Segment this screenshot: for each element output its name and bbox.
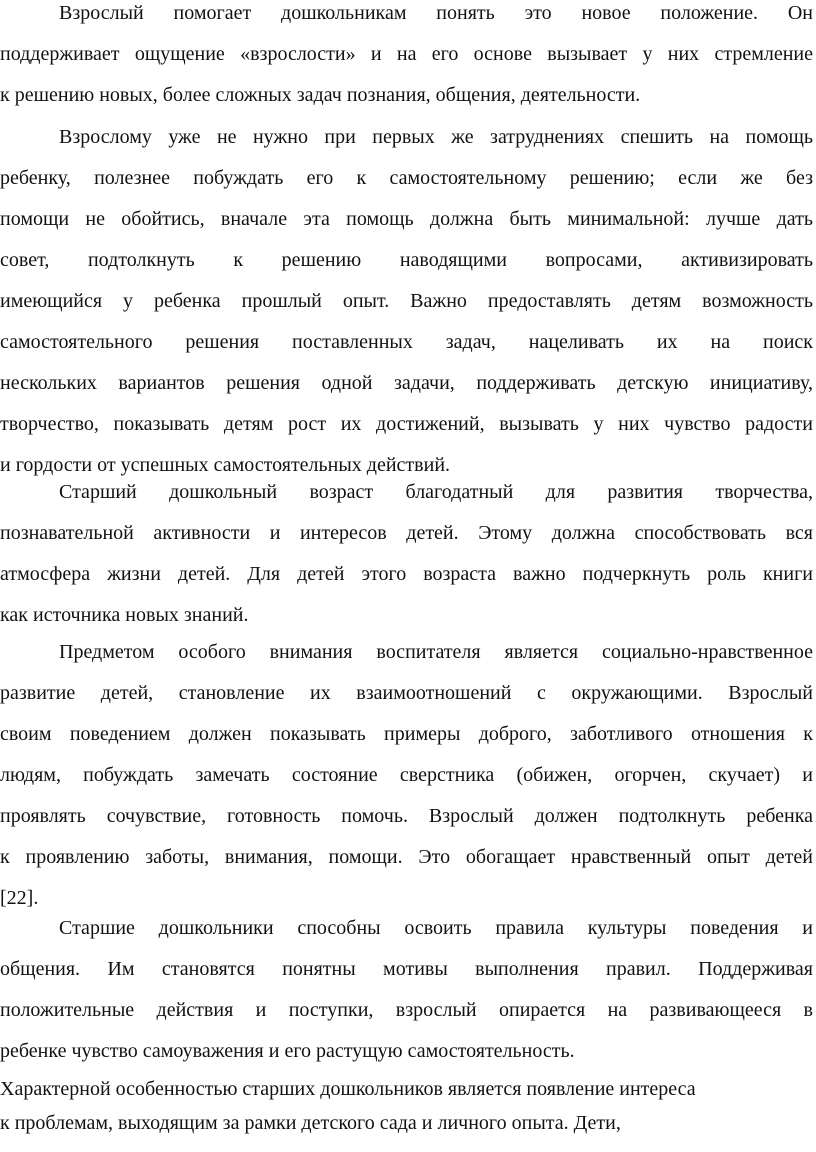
text-line: общения. Им становятся понятны мотивы выполнения правил. Поддерживая [0, 958, 813, 980]
text-line: положительные действия и поступки, взрослый опирается на развивающееся в [0, 999, 813, 1021]
paragraph-3 [0, 472, 813, 636]
paragraph-2 [0, 117, 813, 486]
text-line: людям, побуждать замечать состояние сверстника (обижен, огорчен, скучает) и [0, 764, 813, 786]
paragraph-5 [0, 908, 813, 1072]
text-line: поддерживает ощущение «взрослости» и на его основе вызывает у них стремление [0, 43, 813, 65]
paragraph-6 [0, 1072, 813, 1140]
text-line: к проблемам, выходящим за рамки детского сада и личного опыта. Дети, [0, 1112, 621, 1134]
text-line: Старший дошкольный возраст благодатный для развития творчества, [59, 481, 813, 503]
paragraph-1 [0, 0, 813, 116]
paragraph-4 [0, 632, 813, 919]
text-line: Взрослый помогает дошкольникам понять это новое положение. Он [59, 2, 813, 24]
text-line: к решению новых, более сложных задач познания, общения, деятельности. [0, 84, 641, 106]
text-line: к проявлению заботы, внимания, помощи. Это обогащает нравственный опыт детей [0, 846, 813, 868]
text-line: [22]. [0, 887, 39, 909]
text-line: имеющийся у ребенка прошлый опыт. Важно предоставлять детям возможность [0, 290, 813, 312]
text-line: нескольких вариантов решения одной задачи, поддерживать детскую инициативу, [0, 372, 813, 394]
text-line: ребенке чувство самоуважения и его растущую самостоятельность. [0, 1040, 575, 1062]
text-line: Предметом особого внимания воспитателя является социально-нравственное [59, 641, 813, 663]
text-line: своим поведением должен показывать примеры доброго, заботливого отношения к [0, 723, 813, 745]
text-line: самостоятельного решения поставленных задач, нацеливать их на поиск [0, 331, 813, 353]
text-line: помощи не обойтись, вначале эта помощь должна быть минимальной: лучше дать [0, 208, 813, 230]
text-line: ребенку, полезнее побуждать его к самостоятельному решению; если же без [0, 167, 813, 189]
text-line: как источника новых знаний. [0, 604, 249, 626]
text-line: развитие детей, становление их взаимоотношений с окружающими. Взрослый [0, 682, 813, 704]
text-line: атмосфера жизни детей. Для детей этого возраста важно подчеркнуть роль книги [0, 563, 813, 585]
text-line: и гордости от успешных самостоятельных действий. [0, 454, 451, 476]
text-line: познавательной активности и интересов детей. Этому должна способствовать вся [0, 522, 813, 544]
text-line: творчество, показывать детям рост их достижений, вызывать у них чувство радости [0, 413, 813, 435]
text-line: Характерной особенностью старших дошкольников является появление интереса [0, 1078, 696, 1100]
text-line: совет, подтолкнуть к решению наводящими вопросами, активизировать [0, 249, 813, 271]
text-line: проявлять сочувствие, готовность помочь. Взрослый должен подтолкнуть ребенка [0, 805, 813, 827]
text-line: Старшие дошкольники способны освоить правила культуры поведения и [59, 917, 813, 939]
text-line: Взрослому уже не нужно при первых же затруднениях спешить на помощь [59, 126, 813, 148]
